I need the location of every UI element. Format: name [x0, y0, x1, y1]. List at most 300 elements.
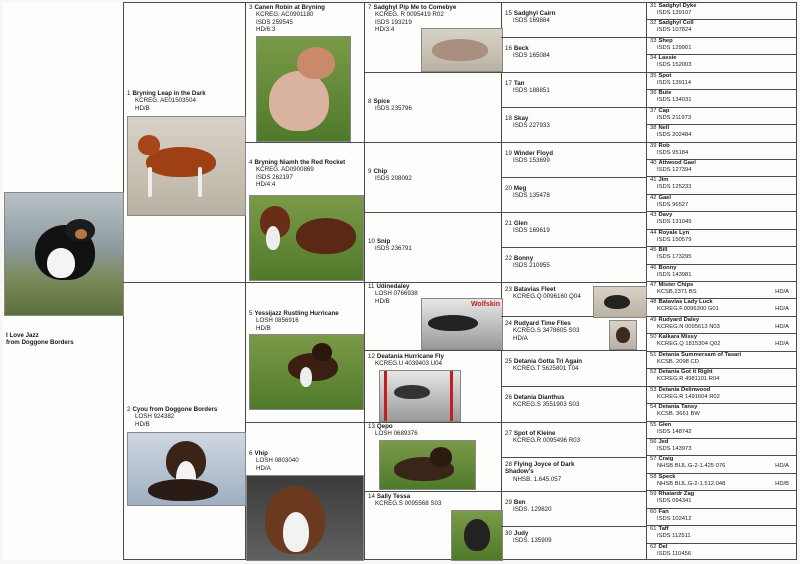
row-divider	[501, 212, 646, 213]
text-field: ISDS 236791	[375, 245, 412, 253]
gen5-entry	[647, 403, 795, 418]
text-field: 29	[505, 499, 512, 506]
text-field: 25	[505, 358, 512, 365]
text-field: 49	[650, 317, 657, 323]
dam-photo	[127, 432, 246, 506]
gen5-entry	[647, 473, 795, 488]
gen4-entry	[502, 8, 602, 25]
text-field: KCREG.N 0095613 N03	[657, 323, 720, 330]
sire-name: Bryning Leap in the Dark	[132, 90, 206, 97]
sire-entry	[124, 88, 245, 112]
text-field: HD/B	[775, 480, 789, 487]
text-field: 17	[505, 80, 512, 87]
text-field: Nell	[658, 125, 670, 131]
gen4-entry	[502, 356, 602, 373]
text-field: Snip	[376, 238, 391, 245]
row-divider	[123, 282, 365, 283]
text-field: NHSB BIJL.G-2-1.425 076	[657, 462, 726, 469]
gen4-entry	[502, 43, 602, 60]
text-field: 9	[368, 168, 372, 175]
gen2-photo-5	[249, 334, 364, 410]
text-field: LOSH 0689376	[375, 430, 418, 438]
gen4-photo-23	[593, 286, 647, 318]
text-field: Yessijazz Rustling Hurricane	[254, 310, 339, 317]
row-divider	[364, 142, 501, 143]
text-field: 37	[650, 108, 657, 114]
text-field: ISDS 259545	[256, 18, 293, 26]
text-field: ISDS 169884	[513, 17, 550, 25]
gen5-entry	[647, 316, 795, 331]
gen2-photo-3	[256, 36, 351, 142]
text-field: ISDS 227933	[513, 122, 550, 130]
dam-entry	[124, 404, 245, 428]
row-divider	[364, 212, 501, 213]
gen5-entry	[647, 89, 795, 104]
text-field: 30	[505, 530, 512, 537]
gen4-entry	[502, 253, 602, 270]
text-field: 31	[650, 3, 657, 9]
gen4-entry	[502, 428, 602, 445]
gen5-entry	[647, 333, 795, 348]
text-field: ISDS 169619	[513, 227, 550, 235]
gen3-entry-10	[365, 236, 501, 253]
text-field: ISDS 188851	[513, 87, 550, 95]
text-field: Lassie	[658, 55, 677, 61]
text-field: LOSH 0803040	[256, 457, 299, 465]
gen4-entry	[502, 78, 602, 95]
text-field: Mister Chips	[658, 282, 694, 288]
gen3-entry-12	[365, 351, 501, 368]
text-field: ISDS 153699	[513, 157, 550, 165]
gen5-entry	[647, 490, 795, 505]
dam-name: Cyou from Doggone Borders	[132, 406, 218, 413]
row-divider	[501, 491, 646, 492]
text-field: KCREG.S 0095568 S03	[375, 500, 442, 508]
text-field: ISDS 165084	[513, 52, 550, 60]
row-divider	[501, 350, 646, 351]
gen3-photo-11	[421, 298, 503, 350]
text-field: 35	[650, 73, 657, 79]
text-field: KCSB.2371 BS	[657, 288, 697, 295]
row-divider	[245, 422, 365, 423]
text-field: 32	[650, 20, 657, 26]
text-field: 56	[650, 439, 657, 445]
text-field: ISDS. 129820	[513, 506, 552, 514]
gen3-photo-13	[379, 440, 476, 490]
text-field: 58	[650, 474, 657, 480]
text-field: 33	[650, 38, 657, 44]
row-divider	[501, 107, 646, 108]
gen2-entry-5	[246, 308, 364, 332]
text-field: 14	[368, 493, 375, 500]
text-field: 15	[505, 10, 512, 17]
text-field: Meg	[513, 185, 527, 192]
text-field: 44	[650, 230, 657, 236]
text-field: 47	[650, 282, 657, 288]
text-field: Batavias Fleet	[513, 286, 556, 293]
text-field: 59	[650, 491, 657, 497]
text-field: ISDS 152003	[657, 61, 692, 68]
text-field: Sadghyl Dyke	[658, 3, 697, 9]
text-field: ISDS 134031	[657, 96, 692, 103]
gen4-entry	[502, 318, 602, 342]
text-field: HD/B	[256, 324, 271, 332]
text-field: NHSB. 1.645.057	[513, 475, 562, 483]
text-field: KCREG. R 0095419 R02	[375, 11, 444, 19]
gen5-entry	[647, 438, 795, 453]
text-field: Attwood Gael	[658, 160, 696, 166]
text-field: 5	[249, 310, 253, 317]
gen3-photo-7	[421, 28, 503, 72]
dam-reg: LOSH 924382	[135, 413, 175, 421]
text-field: Rob	[658, 143, 670, 149]
gen5-entry	[647, 107, 795, 122]
gen3-entry-8	[365, 96, 501, 113]
text-field: Sadghyl Coll	[658, 20, 694, 26]
gen5-entry	[647, 368, 795, 383]
sire-photo	[127, 116, 246, 216]
text-field: Spot of Kleine	[513, 430, 556, 437]
text-field: Flying Joyce of Dark Shadow's	[505, 461, 575, 476]
text-field: 11	[368, 283, 375, 290]
text-field: HD/A	[775, 340, 789, 347]
text-field: ISDS 143981	[657, 271, 692, 278]
text-field: 16	[505, 45, 512, 52]
row-divider	[501, 526, 646, 527]
gen2-entry-3	[246, 2, 364, 34]
sire-reg: KCREG. AE01503504	[135, 97, 196, 105]
text-field: 45	[650, 247, 657, 253]
gen5-entry	[647, 54, 795, 69]
text-field: 53	[650, 387, 657, 393]
subject-name: I Love Jazz	[6, 332, 39, 339]
text-field: 36	[650, 90, 657, 96]
text-field: Qepo	[376, 423, 393, 430]
text-field: 60	[650, 509, 657, 515]
text-field: Rhaiardr Zag	[658, 491, 695, 497]
text-field: Detania Got it Right	[658, 369, 713, 375]
text-field: 54	[650, 404, 657, 410]
gen5-entry	[647, 543, 795, 558]
text-field: Rudyard Daley	[658, 317, 700, 323]
gen4-photo-24	[609, 320, 637, 350]
text-field: Beck	[513, 45, 529, 52]
text-field: HD/6:3	[256, 26, 276, 34]
text-field: 55	[650, 422, 657, 428]
gen4-entry	[502, 183, 602, 200]
row-divider	[501, 282, 646, 283]
text-field: Davy	[658, 212, 673, 218]
gen5-entry	[647, 229, 795, 244]
text-field: HD/A	[256, 464, 271, 472]
text-field: Spice	[373, 98, 390, 105]
text-field: 42	[650, 195, 657, 201]
text-field: 38	[650, 125, 657, 131]
text-field: KCREG. AD0900869	[256, 166, 314, 174]
text-field: Craig	[658, 456, 674, 462]
row-divider	[245, 142, 365, 143]
text-field: LOSH 0856916	[256, 317, 299, 325]
text-field: 1	[127, 90, 131, 97]
text-field: 8	[368, 98, 372, 105]
gen5-entry	[647, 211, 795, 226]
text-field: HD/A	[775, 323, 789, 330]
text-field: ISDS 107824	[657, 26, 692, 33]
text-field: KCREG. AC0901180	[256, 11, 314, 19]
text-field: KCREG.R 4981101 R04	[657, 375, 720, 382]
gen4-entry	[502, 284, 602, 301]
gen3-photo-12	[379, 370, 461, 422]
text-field: KCREG.R 1491604 R02	[657, 393, 720, 400]
text-field: 2	[127, 406, 131, 413]
gen2-entry-6	[246, 448, 364, 472]
gen5-entry	[647, 525, 795, 540]
text-field: ISDS. 135909	[513, 537, 552, 545]
text-field: 20	[505, 185, 512, 192]
gen4-entry	[502, 148, 602, 165]
text-field: ISDS 211973	[657, 114, 692, 121]
gen5-entry	[647, 72, 795, 87]
pedigree-chart	[3, 2, 797, 560]
text-field: Judy	[513, 530, 529, 537]
gen2-photo-6	[246, 475, 364, 561]
text-field: Kalkara Missy	[658, 334, 698, 340]
text-field: Detania Dianthus	[513, 394, 565, 401]
gen5-entry	[647, 264, 795, 279]
gen5-entry	[647, 176, 795, 191]
text-field: 26	[505, 394, 512, 401]
text-field: 61	[650, 526, 657, 532]
gen3-entry-9	[365, 166, 501, 183]
text-field: Ben	[513, 499, 526, 506]
text-field: 40	[650, 160, 657, 166]
row-divider	[501, 72, 646, 73]
text-field: ISDS 193219	[375, 18, 412, 26]
text-field: ISDS 208092	[375, 175, 412, 183]
text-field: KCREG.F.0096300 G01	[657, 305, 719, 312]
subject-name-line2: from Doggone Borders	[6, 339, 74, 347]
gen5-entry	[647, 246, 795, 261]
text-field: 19	[505, 150, 512, 157]
text-field: KCSB. 3661 BW	[657, 410, 700, 417]
text-field: KCREG.S 3478605 S03	[513, 327, 580, 335]
gen4-entry	[502, 497, 602, 514]
text-field: 48	[650, 299, 657, 305]
text-field: ISDS 094341	[657, 497, 692, 504]
row-divider	[501, 37, 646, 38]
text-field: ISDS 129901	[657, 44, 692, 51]
text-field: KCREG.S 3551903 S03	[513, 401, 580, 409]
text-field: HD/3:4	[375, 26, 395, 34]
gen2-entry-4	[246, 157, 364, 189]
text-field: Bonny	[513, 255, 534, 262]
text-field: 43	[650, 212, 657, 218]
text-field: Gael	[658, 195, 672, 201]
gen5-entry	[647, 386, 795, 401]
text-field: ISDS 135478	[513, 192, 550, 200]
text-field: Sadghyl Cairn	[513, 10, 556, 17]
text-field: ISDS 95184	[657, 149, 689, 156]
text-field: Glen	[658, 422, 672, 428]
text-field: ISDS 96527	[657, 201, 689, 208]
text-field: ISDS 143973	[657, 445, 692, 452]
text-field: ISDS 127394	[657, 166, 692, 173]
gen4-entry	[502, 392, 602, 409]
gen5-entry	[647, 2, 795, 17]
gen4-entry	[502, 528, 602, 545]
text-field: Chip	[373, 168, 388, 175]
text-field: HD/A	[775, 305, 789, 312]
text-field: 18	[505, 115, 512, 122]
text-field: Vhip	[254, 450, 268, 457]
gen4-entry	[502, 218, 602, 235]
text-field: Sally Tessa	[376, 493, 411, 500]
text-field: Winder Floyd	[513, 150, 554, 157]
text-field: Tan	[513, 80, 525, 87]
text-field: Rudyard Time Flies	[513, 320, 571, 327]
text-field: 52	[650, 369, 657, 375]
text-field: 10	[368, 238, 375, 245]
row-divider	[364, 72, 501, 73]
text-field: 34	[650, 55, 657, 61]
text-field: 57	[650, 456, 657, 462]
text-field: Del	[658, 544, 668, 550]
row-divider	[501, 177, 646, 178]
text-field: Speck	[658, 474, 676, 480]
row-divider	[501, 422, 646, 423]
text-field: Jim	[658, 177, 669, 183]
text-field: ISDS 131049	[657, 218, 692, 225]
text-field: 23	[505, 286, 512, 293]
text-field: Bonny	[658, 265, 677, 271]
gen3-entry-13	[365, 421, 501, 438]
text-field: 4	[249, 159, 253, 166]
text-field: 3	[249, 4, 253, 11]
gen5-entry	[647, 37, 795, 52]
text-field: ISDS 235796	[375, 105, 412, 113]
text-field: ISDS 110456	[657, 550, 692, 557]
text-field: KCSB. 2098 CD	[657, 358, 699, 365]
text-field: 22	[505, 255, 512, 262]
text-field: Cap	[658, 108, 670, 114]
gen5-entry	[647, 351, 795, 366]
subject-entry	[3, 330, 123, 347]
text-field: Bute	[658, 90, 672, 96]
gen2-photo-4	[249, 195, 364, 281]
text-field: Sadghyl Pip Me to Comebye	[373, 4, 457, 11]
text-field: 46	[650, 265, 657, 271]
text-field: Fan	[658, 509, 669, 515]
text-field: Glen	[513, 220, 528, 227]
text-field: ISDS 150579	[657, 236, 692, 243]
text-field: 27	[505, 430, 512, 437]
text-field: KCREG.Q 1815304 Q02	[657, 340, 721, 347]
text-field: KCREG.R 0095496 R03	[513, 437, 581, 445]
banner-text: Wolfskin	[470, 301, 500, 308]
gen5-entry	[647, 124, 795, 139]
row-divider	[501, 247, 646, 248]
gen3-entry-14	[365, 491, 501, 508]
text-field: ISDS 262197	[256, 173, 293, 181]
text-field: 21	[505, 220, 512, 227]
text-field: Detania Delinwood	[658, 387, 711, 393]
row-divider	[501, 386, 646, 387]
gen5-entry	[647, 281, 795, 296]
text-field: 24	[505, 320, 512, 327]
text-field: Taff	[658, 526, 669, 532]
text-field: ISDS 112511	[657, 532, 691, 539]
gen5-entry	[647, 194, 795, 209]
text-field: KCREG.U 4039403 U04	[375, 360, 443, 368]
text-field: ISDS 202484	[657, 131, 692, 138]
text-field: HD/A	[775, 462, 789, 469]
text-field: 51	[650, 352, 657, 358]
text-field: LOSH 0766938	[375, 290, 418, 298]
dam-hd: HD/B	[135, 420, 150, 428]
gen4-entry	[502, 459, 602, 483]
gen5-entry	[647, 421, 795, 436]
text-field: 41	[650, 177, 657, 183]
gen5-entry	[647, 298, 795, 313]
text-field: Shep	[658, 38, 673, 44]
text-field: Spot	[658, 73, 672, 79]
text-field: 6	[249, 450, 253, 457]
sire-hd: HD/B	[135, 104, 150, 112]
text-field: Deatania Hurricane Fly	[376, 353, 444, 360]
text-field: HD/4:4	[256, 181, 276, 189]
gen5-entry	[647, 159, 795, 174]
text-field: HD/A	[775, 288, 789, 295]
row-divider	[501, 142, 646, 143]
text-field: 7	[368, 4, 372, 11]
text-field: ISDS 148742	[657, 428, 692, 435]
gen5-entry	[647, 508, 795, 523]
text-field: Detania Summersam of Tasari	[658, 352, 742, 358]
text-field: Bill	[658, 247, 668, 253]
text-field: 50	[650, 334, 657, 340]
text-field: NHSB BIJL.G-2-1.512.048	[657, 480, 726, 487]
text-field: Royale Lyn	[658, 230, 690, 236]
gen5-entry	[647, 142, 795, 157]
text-field: ISDS 139107	[657, 9, 692, 16]
subject-photo	[4, 192, 124, 316]
text-field: ISDS 139114	[657, 79, 692, 86]
text-field: KCREG.T 5625801 T04	[513, 365, 579, 373]
text-field: ISDS 173295	[657, 253, 692, 260]
text-field: ISDS 210955	[513, 262, 550, 270]
text-field: Batavias Lady Luck	[658, 299, 713, 305]
text-field: Canen Robin at Bryning	[254, 4, 325, 11]
text-field: Skay	[513, 115, 529, 122]
gen3-photo-14	[451, 510, 503, 561]
gen4-entry	[502, 113, 602, 130]
text-field: Jed	[658, 439, 669, 445]
text-field: 39	[650, 143, 657, 149]
text-field: 13	[368, 423, 375, 430]
text-field: Detania Tansy	[658, 404, 698, 410]
text-field: 12	[368, 353, 375, 360]
gen5-entry	[647, 455, 795, 470]
text-field: KCREG.Q 0096160 Q04	[513, 293, 581, 301]
text-field: HD/B	[375, 297, 390, 305]
text-field: 28	[505, 461, 512, 468]
text-field: 62	[650, 544, 657, 550]
text-field: Bryning Niamh the Red Rocket	[254, 159, 346, 166]
row-divider	[501, 457, 646, 458]
text-field: ISDS 125233	[657, 183, 692, 190]
text-field: ISDS 102412	[657, 515, 692, 522]
text-field: HD/A	[513, 334, 528, 342]
